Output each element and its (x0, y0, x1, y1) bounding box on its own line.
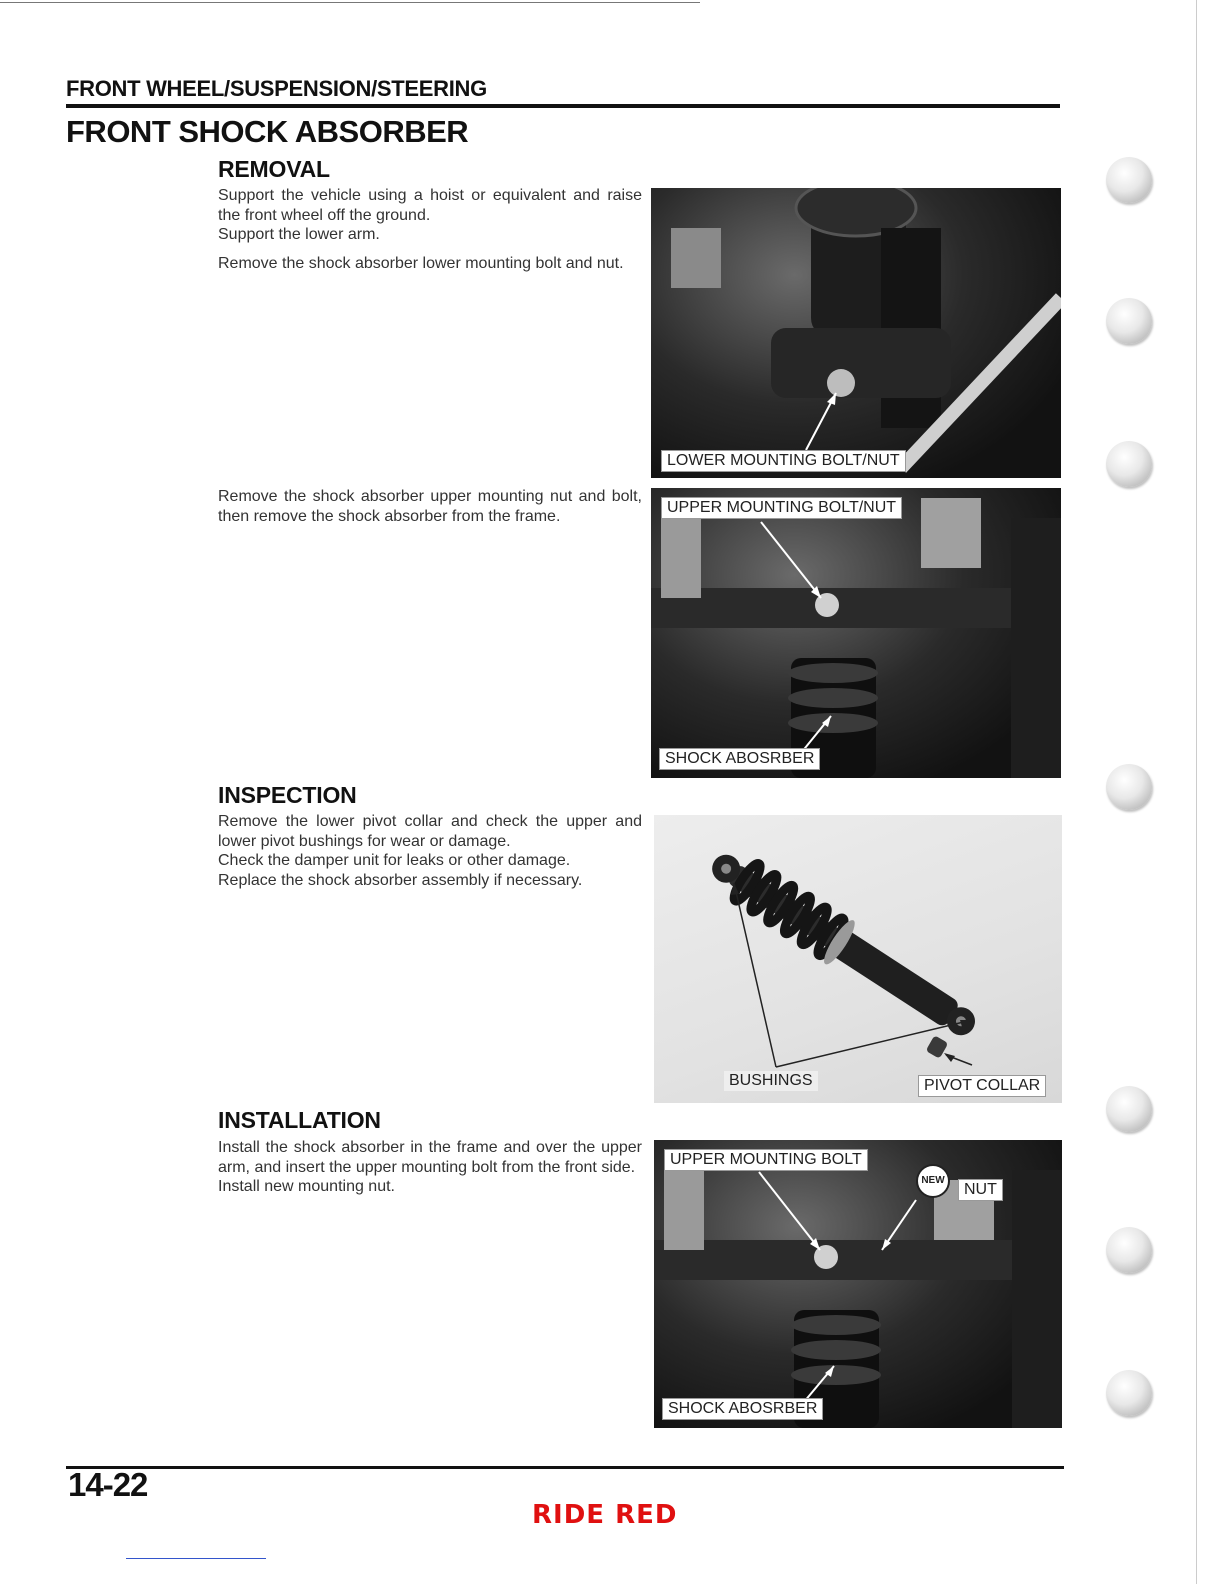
removal-step-1-line-2: Support the lower arm. (218, 226, 380, 243)
inspection-line-1: Remove the lower pivot collar and check the upper and lower pivot bushings for wear or damage. (218, 813, 642, 850)
inspection-line-3: Replace the shock absorber assembly if necessary. (218, 871, 583, 889)
bottom-link-line (126, 1558, 266, 1559)
label-upper-mounting-bolt: UPPER MOUNTING BOLT (664, 1149, 868, 1171)
brand-logo: RIDE RED (532, 1500, 678, 1530)
label-pivot-collar: PIVOT COLLAR (918, 1075, 1046, 1097)
removal-step-2: Remove the shock absorber lower mounting bolt and nut. (218, 255, 624, 272)
binder-hole-3 (1106, 441, 1152, 487)
inspection-line-2: Check the damper unit for leaks or other damage. (218, 852, 571, 869)
binder-hole-4 (1106, 764, 1152, 810)
page-title: FRONT SHOCK ABSORBER (66, 114, 469, 149)
figure-upper-mounting (651, 488, 1061, 778)
binder-hole-2 (1106, 298, 1152, 344)
label-shock-absorber: SHOCK ABOSRBER (659, 748, 820, 770)
figure-installation (654, 1140, 1062, 1428)
binder-hole-1 (1106, 157, 1152, 203)
label-shock-absorber-install: SHOCK ABOSRBER (662, 1398, 823, 1420)
installation-line-1: Install the shock absorber in the frame and over the upper arm, and insert the upper mounting bolt from the front side. (218, 1139, 642, 1176)
figure-shock-absorber-inspection (654, 815, 1062, 1103)
installation-text (218, 1138, 642, 1197)
header-rule (66, 104, 1060, 108)
section-category: FRONT WHEEL/SUSPENSION/STEERING (66, 76, 487, 101)
figure-lower-mounting (651, 188, 1061, 478)
removal-heading: REMOVAL (218, 156, 330, 182)
binder-hole-5 (1106, 1086, 1152, 1132)
figure-shock-illustration (654, 815, 1062, 1103)
label-upper-mounting-bolt-nut: UPPER MOUNTING BOLT/NUT (661, 497, 902, 519)
binder-hole-7 (1106, 1370, 1152, 1416)
footer-rule (66, 1466, 1064, 1469)
removal-step-1-line-1: Support the vehicle using a hoist or equivalent and raise the front wheel off the ground. (218, 187, 642, 224)
label-lower-mounting-bolt-nut: LOWER MOUNTING BOLT/NUT (661, 450, 906, 472)
new-part-icon: NEW (916, 1164, 950, 1198)
top-edge-rule (0, 2, 700, 3)
label-nut: NUT (958, 1179, 1003, 1201)
inspection-heading: INSPECTION (218, 782, 357, 808)
binder-hole-6 (1106, 1227, 1152, 1273)
removal-step-3: Remove the shock absorber upper mounting nut and bolt, then remove the shock absorber from the frame. (218, 488, 642, 525)
inspection-text (218, 812, 642, 890)
page-edge-line (1196, 0, 1197, 1584)
label-bushings: BUSHINGS (724, 1071, 818, 1091)
installation-line-2: Install new mounting nut. (218, 1178, 395, 1195)
removal-step-1 (218, 186, 642, 245)
installation-heading: INSTALLATION (218, 1107, 381, 1133)
figure-upper-mounting-illustration (651, 488, 1061, 778)
page-number: 14-22 (68, 1466, 148, 1503)
figure-lower-mounting-illustration (651, 188, 1061, 478)
